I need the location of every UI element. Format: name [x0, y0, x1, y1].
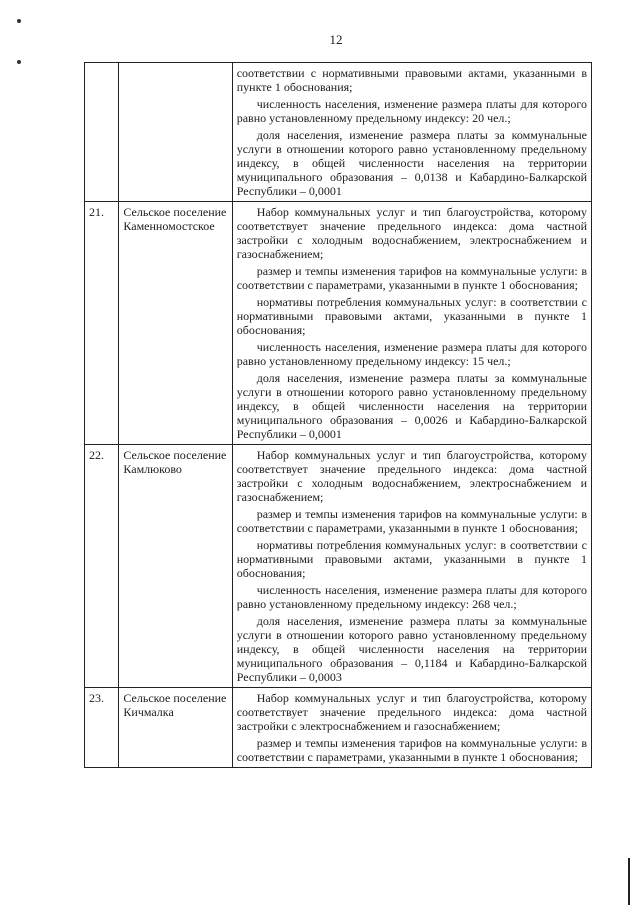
- scan-speck: [17, 19, 21, 23]
- scan-edge-line: [628, 858, 630, 905]
- parameter-paragraph: нормативы потребления коммунальных услуг: в соответствии с нормативными правовыми актами, указанными в пункте 1 обоснования;: [236, 295, 587, 337]
- table-row: [85, 445, 592, 688]
- settlement-name-cell: Сельское поселение Кичмалка: [119, 688, 232, 768]
- row-number-cell: 22.: [85, 445, 119, 688]
- parameter-paragraph: размер и темпы изменения тарифов на коммунальные услуги: в соответствии с параметрами, указанными в пункте 1 обоснования;: [236, 507, 587, 535]
- settlements-table: [84, 62, 592, 768]
- parameters-cell: [232, 63, 591, 202]
- page-number: 12: [329, 32, 343, 47]
- parameter-paragraph: доля населения, изменение размера платы за коммунальные услуги в отношении которого равно установленному предельному индексу, в общей численности населения на территории муниципального образования – 0,0138 и Кабардино-Балкарской Республики – 0,0001: [236, 128, 587, 198]
- parameter-paragraph: численность населения, изменение размера платы для которого равно установленному предельному индексу: 268 чел.;: [236, 583, 587, 611]
- table-row: [85, 202, 592, 445]
- settlement-name-cell: [119, 63, 232, 202]
- row-number-cell: [85, 63, 119, 202]
- table-row: [85, 688, 592, 768]
- parameter-paragraph: размер и темпы изменения тарифов на коммунальные услуги: в соответствии с параметрами, указанными в пункте 1 обоснования;: [236, 736, 587, 764]
- parameter-paragraph: размер и темпы изменения тарифов на коммунальные услуги: в соответствии с параметрами, указанными в пункте 1 обоснования;: [236, 264, 587, 292]
- parameter-paragraph: Набор коммунальных услуг и тип благоустройства, которому соответствует значение предельного индекса: дома частной застройки с электроснабжением и газоснабжением;: [236, 691, 587, 733]
- row-number-cell: 21.: [85, 202, 119, 445]
- parameter-paragraph: численность населения, изменение размера платы для которого равно установленному предельному индексу: 20 чел.;: [236, 97, 587, 125]
- parameter-paragraph: Набор коммунальных услуг и тип благоустройства, которому соответствует значение предельного индекса: дома частной застройки с холодным водоснабжением, электроснабжением и газоснабжением;: [236, 448, 587, 504]
- parameters-cell: [232, 445, 591, 688]
- parameter-paragraph: доля населения, изменение размера платы за коммунальные услуги в отношении которого равно установленному предельному индексу, в общей численности населения на территории муниципального образования – 0,1184 и Кабардино-Балкарской Республики – 0,0003: [236, 614, 587, 684]
- settlement-name-cell: Сельское поселение Каменномостское: [119, 202, 232, 445]
- parameter-paragraph: доля населения, изменение размера платы за коммунальные услуги в отношении которого равно установленному предельному индексу, в общей численности населения на территории муниципального образования – 0,0026 и Кабардино-Балкарской Республики – 0,0001: [236, 371, 587, 441]
- parameters-cell: [232, 688, 591, 768]
- scan-speck: [17, 60, 21, 64]
- settlement-name-cell: Сельское поселение Камлюково: [119, 445, 232, 688]
- row-number-cell: 23.: [85, 688, 119, 768]
- parameter-paragraph: численность населения, изменение размера платы для которого равно установленному предельному индексу: 15 чел.;: [236, 340, 587, 368]
- parameter-paragraph: Набор коммунальных услуг и тип благоустройства, которому соответствует значение предельного индекса: дома частной застройки с холодным водоснабжением, электроснабжением и газоснабжением;: [236, 205, 587, 261]
- parameters-cell: [232, 202, 591, 445]
- parameter-paragraph: нормативы потребления коммунальных услуг: в соответствии с нормативными правовыми актами, указанными в пункте 1 обоснования;: [236, 538, 587, 580]
- table-row: [85, 63, 592, 202]
- parameter-paragraph: соответствии с нормативными правовыми актами, указанными в пункте 1 обоснования;: [236, 66, 587, 94]
